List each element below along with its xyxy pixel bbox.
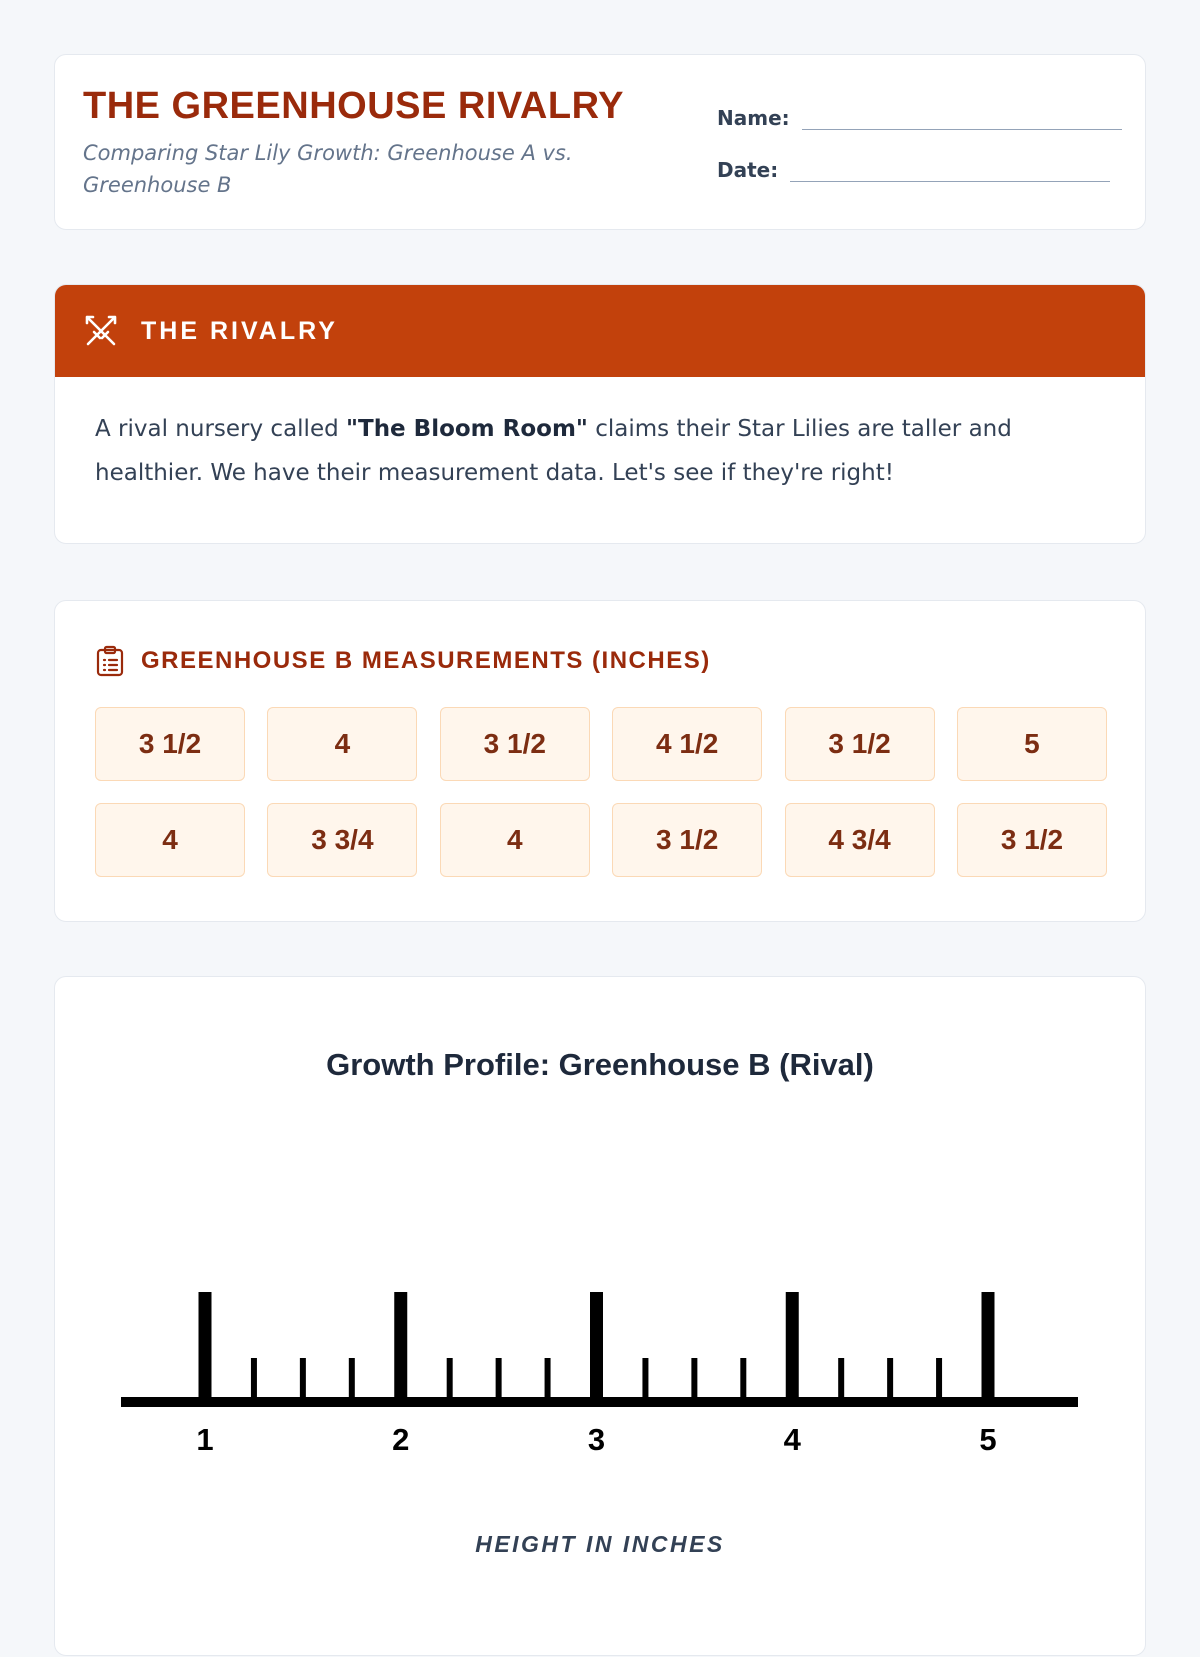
measurement-cell: 4: [95, 803, 245, 877]
chart-card: [54, 976, 1146, 1656]
measurements-header: [95, 645, 711, 677]
date-input-line[interactable]: [790, 153, 1110, 182]
tick-label: 3: [587, 1422, 606, 1457]
measurements-grid: [95, 707, 1107, 877]
nursery-name: "The Bloom Room": [346, 416, 588, 442]
tick-label: 4: [783, 1422, 801, 1457]
measurements-title: GREENHOUSE B MEASUREMENTS (INCHES): [141, 647, 711, 674]
x-axis-label: HEIGHT IN INCHES: [475, 1531, 725, 1557]
name-input-line[interactable]: [802, 101, 1122, 130]
clipboard-icon: [95, 645, 125, 677]
rivalry-description: [95, 407, 1095, 495]
name-label: Name:: [717, 106, 790, 130]
measurement-cell: 3 1/2: [957, 803, 1107, 877]
rivalry-card: [54, 284, 1146, 544]
tick-label: 2: [392, 1422, 410, 1457]
rivalry-title: THE RIVALRY: [141, 316, 338, 345]
rivalry-text-before: A rival nursery called: [95, 416, 347, 442]
measurement-cell: 3 1/2: [612, 803, 762, 877]
measurement-cell: 4 3/4: [785, 803, 935, 877]
measurement-cell: 3 1/2: [440, 707, 590, 781]
measurement-cell: 3 1/2: [785, 707, 935, 781]
chart-title: Growth Profile: Greenhouse B (Rival): [326, 1047, 874, 1082]
name-field: [717, 101, 1122, 130]
measurement-cell: 3 3/4: [267, 803, 417, 877]
rivalry-header-bar: [55, 285, 1145, 377]
measurement-cell: 4: [440, 803, 590, 877]
measurement-cell: 4 1/2: [612, 707, 762, 781]
measurement-cell: 3 1/2: [95, 707, 245, 781]
page-title: THE GREENHOUSE RIVALRY: [83, 85, 624, 127]
date-field: [717, 153, 1110, 182]
rivalry-text-after: claims their Star Lilies are taller and healthier. We have their measurement data. Let's see if they're right!: [95, 416, 1012, 486]
measurements-card: [54, 600, 1146, 922]
date-label: Date:: [717, 158, 779, 182]
page-subtitle: Comparing Star Lily Growth: Greenhouse A vs. Greenhouse B: [83, 141, 573, 197]
measurement-cell: 5: [957, 707, 1107, 781]
tick-label: 5: [979, 1422, 997, 1457]
measurement-cell: 4: [267, 707, 417, 781]
crossed-swords-icon: [83, 313, 119, 349]
header-card: [54, 54, 1146, 230]
tick-label: 1: [196, 1422, 214, 1457]
